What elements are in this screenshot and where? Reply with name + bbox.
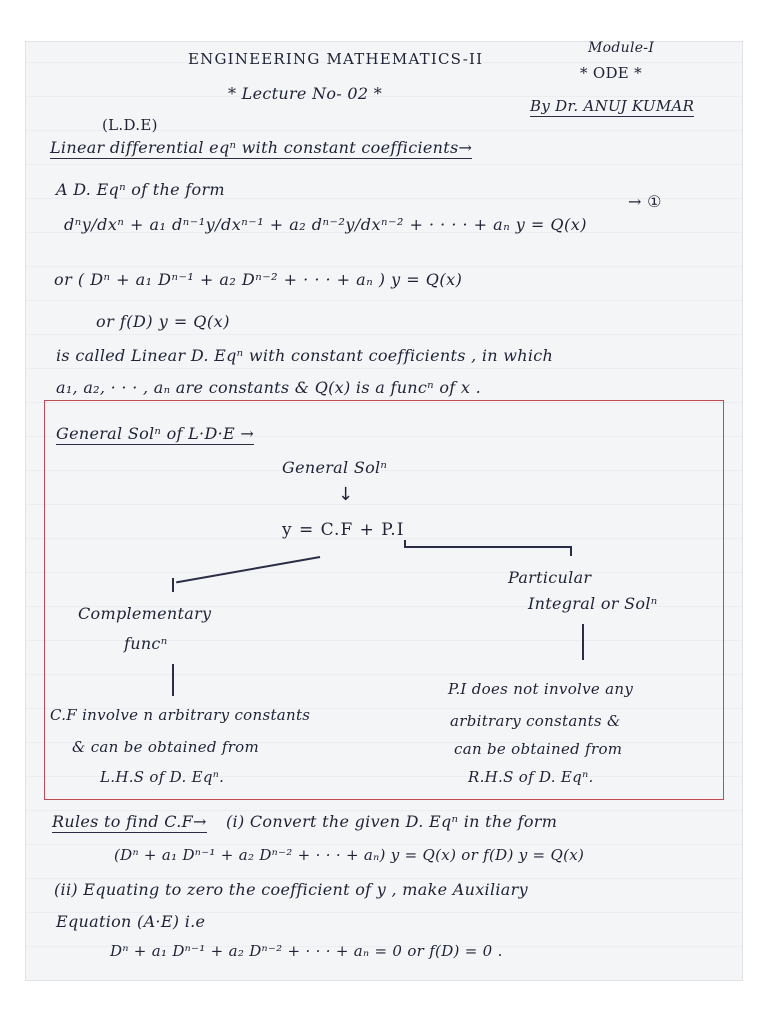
cf-description-3: L.H.S of D. Eqⁿ.: [100, 768, 225, 786]
general-solution-node: General Solⁿ: [282, 458, 388, 477]
equation-3: or f(D) y = Q(x): [96, 312, 230, 331]
general-heading: General Solⁿ of L·D·E →: [56, 424, 255, 443]
lde-heading: Linear differential eqⁿ with constant coefficients→: [50, 138, 473, 157]
particular-title: Particular: [508, 568, 592, 587]
rules-step-1-equation: (Dⁿ + a₁ Dⁿ⁻¹ + a₂ Dⁿ⁻² + · · · + aₙ) y = Q(x) or f(D) y = Q(x): [114, 846, 585, 864]
arrow-down-icon: ↓: [338, 484, 354, 505]
complementary-subtitle: funcⁿ: [124, 634, 168, 653]
complementary-title: Complementary: [78, 604, 212, 623]
page-title: ENGINEERING MATHEMATICS-II: [188, 50, 484, 68]
rules-heading: Rules to find C.F→: [52, 812, 207, 831]
equation-2: or ( Dⁿ + a₁ Dⁿ⁻¹ + a₂ Dⁿ⁻² + · · · + aₙ ) y = Q(x): [54, 270, 463, 289]
rules-step-1: (i) Convert the given D. Eqⁿ in the form: [226, 812, 558, 831]
lecture-label: * Lecture No- 02 *: [228, 84, 383, 103]
rules-step-2-line-1: (ii) Equating to zero the coefficient of y , make Auxiliary: [54, 880, 528, 899]
right-down-line: [582, 624, 584, 660]
branch-right-drop: [570, 546, 572, 556]
intro-constants: a₁, a₂, · · · , aₙ are constants & Q(x) is a funcⁿ of x .: [56, 378, 481, 397]
equation-1: dⁿy/dxⁿ + a₁ dⁿ⁻¹y/dxⁿ⁻¹ + a₂ dⁿ⁻²y/dxⁿ⁻² + · · · · + aₙ y = Q(x): [64, 215, 587, 234]
topic-label: * ODE *: [580, 64, 642, 82]
branch-right-line: [404, 546, 572, 548]
intro-statement: is called Linear D. Eqⁿ with constant coefficients , in which: [56, 346, 554, 365]
cf-description-2: & can be obtained from: [72, 738, 260, 756]
pi-description-4: R.H.S of D. Eqⁿ.: [468, 768, 594, 786]
pi-description-3: can be obtained from: [454, 740, 623, 758]
lde-abbr: (L.D.E): [102, 116, 158, 134]
particular-subtitle: Integral or Solⁿ: [528, 594, 658, 613]
general-solution-equation: y = C.F + P.I: [282, 520, 405, 540]
pi-description-2: arbitrary constants &: [450, 712, 621, 730]
left-down-line: [172, 664, 174, 696]
equation-1-tag: → ①: [628, 192, 662, 211]
pi-description-1: P.I does not involve any: [448, 680, 634, 698]
auxiliary-equation: Dⁿ + a₁ Dⁿ⁻¹ + a₂ Dⁿ⁻² + · · · + aₙ = 0 or f(D) = 0 .: [110, 942, 503, 960]
cf-description-1: C.F involve n arbitrary constants: [50, 706, 311, 724]
module-label: Module-I: [588, 40, 655, 56]
intro-line: A D. Eqⁿ of the form: [56, 180, 225, 199]
rules-step-2-line-2: Equation (A·E) i.e: [56, 912, 206, 931]
author-label: By Dr. ANUJ KUMAR: [530, 97, 695, 115]
branch-left-drop: [172, 578, 174, 592]
